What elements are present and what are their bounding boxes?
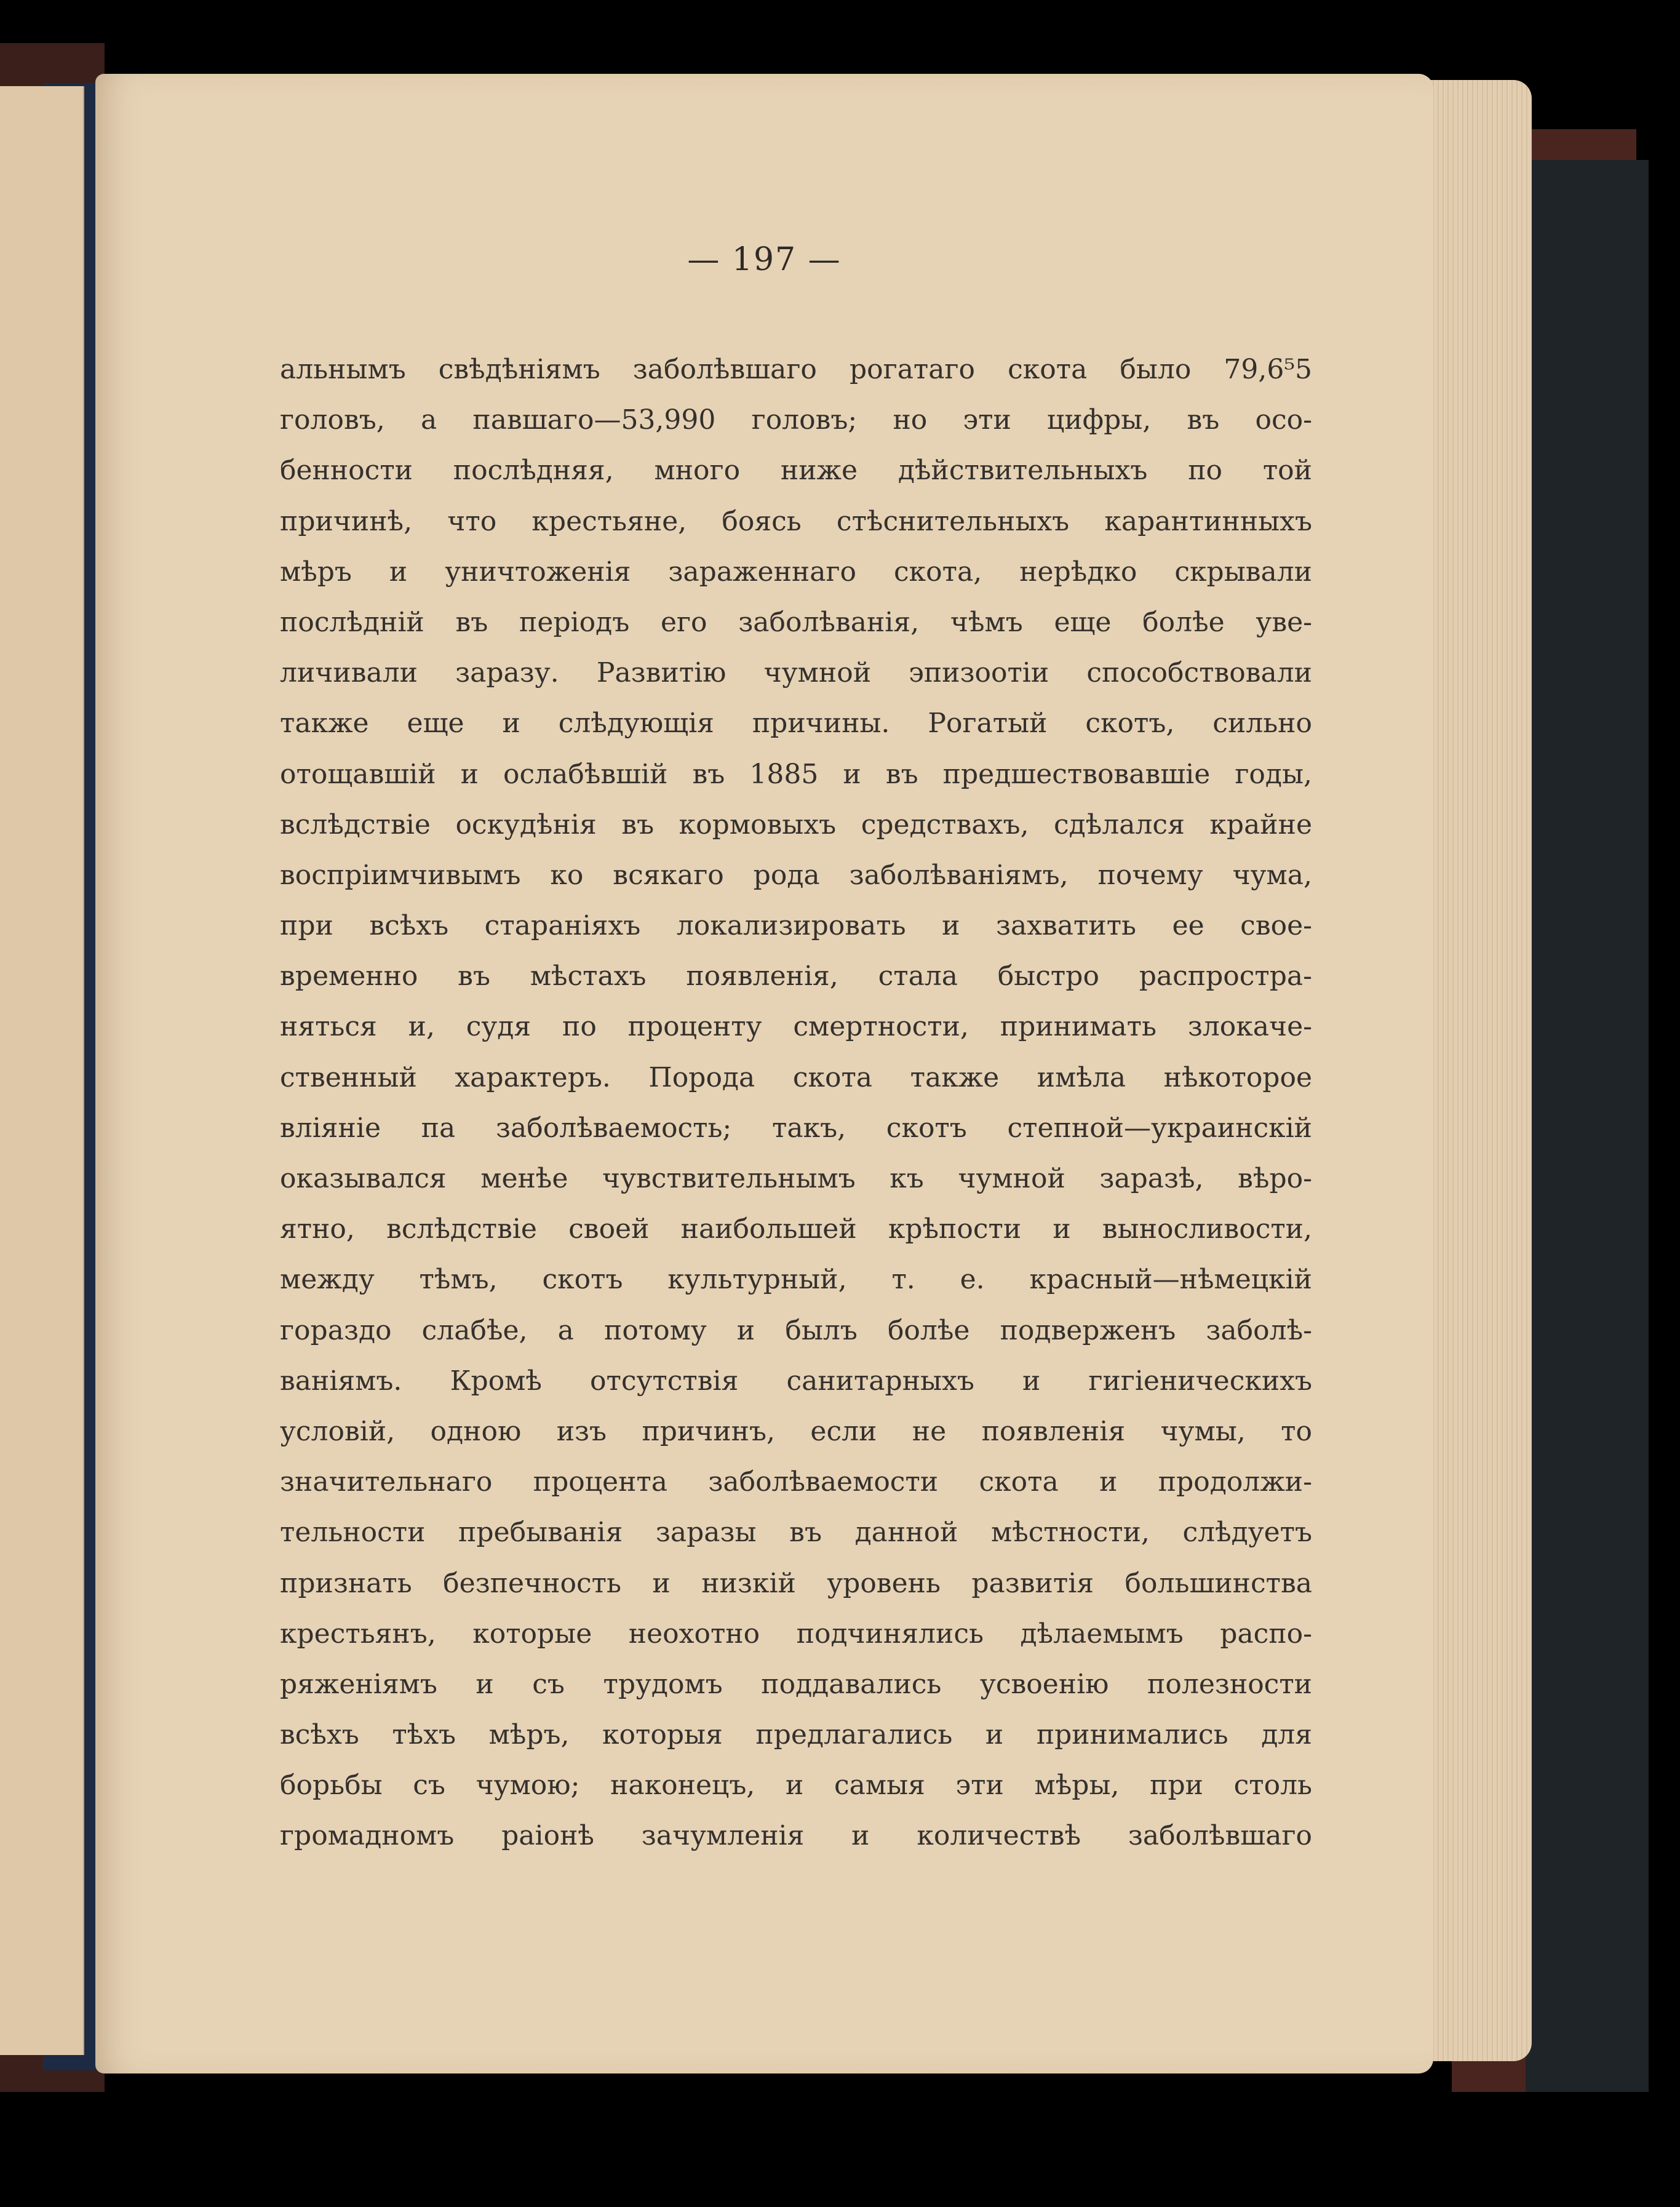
- text-line: головъ, а павшаго—53,990 головъ; но эти цифры, въ осо-: [280, 404, 1312, 436]
- book-back-cover-shadow: [1526, 160, 1649, 2092]
- text-line: личивали заразу. Развитію чумной эпизоотіи способствовали: [280, 657, 1312, 689]
- text-line: всѣхъ тѣхъ мѣръ, которыя предлагались и принимались для: [280, 1719, 1312, 1751]
- text-line: бенности послѣдняя, много ниже дѣйствительныхъ по той: [280, 455, 1312, 487]
- text-line: ственный характеръ. Порода скота также имѣла нѣкоторое: [280, 1061, 1312, 1093]
- text-line: вліяніе па заболѣваемость; такъ, скотъ степной—украинскій: [280, 1112, 1312, 1144]
- text-line: временно въ мѣстахъ появленія, стала быстро распростра-: [280, 960, 1312, 992]
- text-line: при всѣхъ стараніяхъ локализировать и захватить ее свое-: [280, 910, 1312, 942]
- text-line: ряженіямъ и съ трудомъ поддавались усвоенію полезности: [280, 1668, 1312, 1700]
- text-line: значительнаго процента заболѣваемости скота и продолжи-: [280, 1466, 1312, 1498]
- text-line: оказывался менѣе чувствительнымъ къ чумной заразѣ, вѣро-: [280, 1163, 1312, 1194]
- text-line: няться и, судя по проценту смертности, принимать злокаче-: [280, 1011, 1312, 1043]
- left-facing-page: [0, 86, 84, 2055]
- body-text: [280, 345, 1312, 1862]
- text-line: альнымъ свѣдѣніямъ заболѣвшаго рогатаго скота было 79,6⁵5: [280, 354, 1312, 385]
- text-line: между тѣмъ, скотъ культурный, т. е. красный—нѣмецкій: [280, 1264, 1312, 1296]
- text-line: признать безпечность и низкій уровень развитія большинства: [280, 1567, 1312, 1599]
- text-line: ятно, вслѣдствіе своей наибольшей крѣпости и выносливости,: [280, 1213, 1312, 1245]
- text-line: борьбы съ чумою; наконецъ, и самыя эти мѣры, при столь: [280, 1770, 1312, 1802]
- text-line: крестьянъ, которые неохотно подчинялись дѣлаемымъ распо-: [280, 1618, 1312, 1650]
- text-line: послѣдній въ періодъ его заболѣванія, чѣмъ еще болѣе уве-: [280, 606, 1312, 638]
- text-line: мѣръ и уничтоженія зараженнаго скота, нерѣдко скрывали: [280, 556, 1312, 588]
- text-line: вслѣдствіе оскудѣнія въ кормовыхъ средствахъ, сдѣлался крайне: [280, 808, 1312, 840]
- text-line: причинѣ, что крестьяне, боясь стѣснительныхъ карантинныхъ: [280, 505, 1312, 537]
- text-line: отощавшій и ослабѣвшій въ 1885 и въ предшествовавшіе годы,: [280, 758, 1312, 790]
- page-number: — 197 —: [687, 241, 842, 278]
- book-page: [95, 74, 1433, 2073]
- text-line: ваніямъ. Кромѣ отсутствія санитарныхъ и гигіеническихъ: [280, 1365, 1312, 1397]
- text-line: также еще и слѣдующія причины. Рогатый скотъ, сильно: [280, 708, 1312, 740]
- text-line: тельности пребыванія заразы въ данной мѣстности, слѣдуетъ: [280, 1517, 1312, 1549]
- text-line: громадномъ раіонѣ зачумленія и количествѣ заболѣвшаго: [280, 1820, 1312, 1852]
- text-line: воспріимчивымъ ко всякаго рода заболѣваніямъ, почему чума,: [280, 859, 1312, 891]
- text-line: гораздо слабѣе, а потому и былъ болѣе подверженъ заболѣ-: [280, 1314, 1312, 1346]
- text-line: условій, одною изъ причинъ, если не появленія чумы, то: [280, 1415, 1312, 1447]
